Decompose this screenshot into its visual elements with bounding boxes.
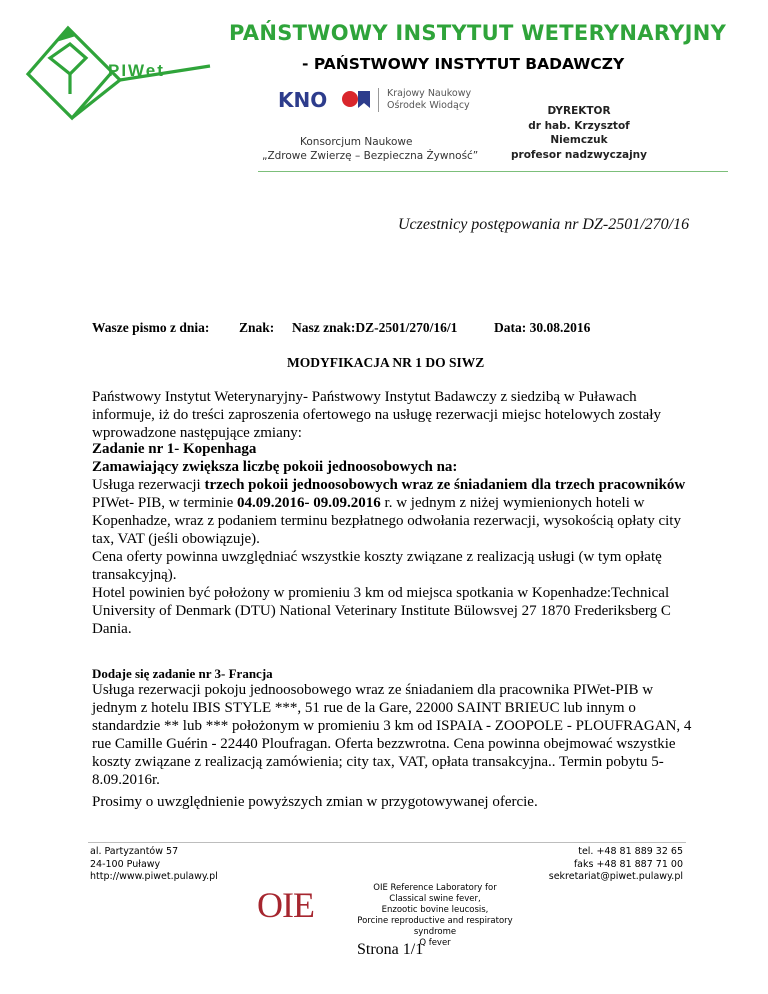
task1-heading: Zadanie nr 1- Kopenhaga [92,441,257,457]
consortium-line-2: „Zdrowe Zwierzę – Bezpieczna Żywność” [262,150,479,162]
kno-label [387,88,471,112]
institute-subtitle: - PAŃSTWOWY INSTYTUT BADAWCZY [302,55,625,73]
oie-reference-text [335,883,535,949]
director-title: DYREKTOR [547,105,611,117]
footer-address [90,846,218,884]
director-name: dr hab. Krzysztof Niemczuk [528,119,630,146]
fax: faks +48 81 887 71 00 [573,858,683,870]
oie-line-5: Q fever [419,938,451,948]
oie-line-2: Classical swine fever, [389,894,481,904]
kno-logo-text: KNO [278,88,328,110]
task1-paragraph-1 [92,476,692,548]
kno-line-1: Krajowy Naukowy [387,88,472,99]
piwet-logo [20,22,215,132]
email-link[interactable]: sekretariat@piwet.pulawy.pl [548,871,683,882]
task1-p1-b: trzech pokoii jednoosobowych wraz ze śniadaniem dla trzech pracowników [204,477,686,493]
task1-section [92,440,692,638]
kno-divider [378,88,379,112]
task1-p1-a: Usługa rezerwacji [92,477,201,493]
ref-date: Data: 30.08.2016 [494,320,591,335]
task1-p2-a: Cena oferty powinna uwzględniać wszystkie koszty związane z realizacją usługi (w tym opłatę [92,549,662,565]
oie-line-3: Enzootic bovine leucosis, [381,905,489,915]
institute-name: PAŃSTWOWY INSTYTUT WETERYNARYJNY [229,21,727,45]
modification-title: MODYFIKACJA NR 1 DO SIWZ [287,355,485,370]
ref-our-sign: Nasz znak:DZ-2501/270/16/1 [292,320,458,335]
page-number: Strona 1/1 [357,941,424,958]
kno-line-2: Ośrodek Wiodący [387,100,470,111]
ref-sign: Znak: [239,320,275,335]
task1-p1-c: PIWet- PIB, w terminie [92,495,234,511]
phone: tel. +48 81 889 32 65 [578,846,683,857]
task3-heading: Dodaje się zadanie nr 3- Francja [92,666,273,681]
consortium-line-1: Konsorcjum Naukowe [300,136,413,148]
task3-body: Usługa rezerwacji pokoju jednoosobowego wraz ze śniadaniem dla pracownika PIWet-PIB w jednym z hotelu IBIS STYLE ***, 51 rue de la Gare, 22000 SAINT BRIEUC lub innym o standardzie ** lub *** położonym w promieniu 3 km od ISPAIA - ZOOPOLE - PLOUFRAGAN, 4 rue Camille Guérin - 22440 Ploufragan. Oferta bezzwrotna. Cena powinna obejmować wszystkie koszty związane z realizacją zamówienia; city tax, VAT, opłata transakcyjna.. Termin pobytu 5-8.09.2016r. [92,682,692,788]
intro-paragraph: Państwowy Instytut Weterynaryjny- Państwowy Instytut Badawczy z siedzibą w Puławach informuje, iż do treści zaproszenia ofertowego na usługę rezerwacji miejsc hotelowych zostały wprowadzone następujące zmiany: [92,389,661,441]
task1-paragraph-3: Hotel powinien być położony w promieniu 3 km od miejsca spotkania w Kopenhadze:Technical University of Denmark (DTU) National Veterinary Institute Bülowsvej 27 1870 Frederiksberg C Dania. [92,585,671,637]
oie-logo-text: OIE [257,885,314,924]
closing-paragraph: Prosimy o uwzględnienie powyższych zmian w przygotowywanej ofercie. [92,794,538,810]
task1-p1-e: r. w jednym z niżej wymienionych hoteli w Kopenhadze, wraz z podaniem terminu bezpłatnego odwołania rezerwacji, wysokością opłaty city tax, VAT (jeśli obowiązuje). [92,495,681,547]
task1-p1-d: 04.09.2016- 09.09.2016 [237,495,381,511]
header-divider [258,171,728,172]
director-role: profesor nadzwyczajny [511,148,647,161]
task1-p2-b: transakcyjną). [92,567,177,583]
task1-subheading: Zamawiający zwiększa liczbę pokoii jednoosobowych na: [92,459,458,475]
address-line-1: al. Partyzantów 57 [90,846,179,857]
oie-line-1: OIE Reference Laboratory for [373,883,497,893]
oie-logo [255,884,330,924]
kno-logo [278,88,373,110]
address-line-2: 24-100 Puławy [90,858,161,870]
recipients-line: Uczestnicy postępowania nr DZ-2501/270/16 [398,216,690,233]
website-link[interactable]: http://www.piwet.pulawy.pl [90,871,218,882]
footer-contact [549,846,683,884]
director-block [504,104,654,162]
logo-text: PIWet [108,61,165,80]
footer-divider [88,842,686,843]
ref-your-letter: Wasze pismo z dnia: [92,320,210,335]
oie-line-4: Porcine reproductive and respiratory syndrome [357,916,513,937]
